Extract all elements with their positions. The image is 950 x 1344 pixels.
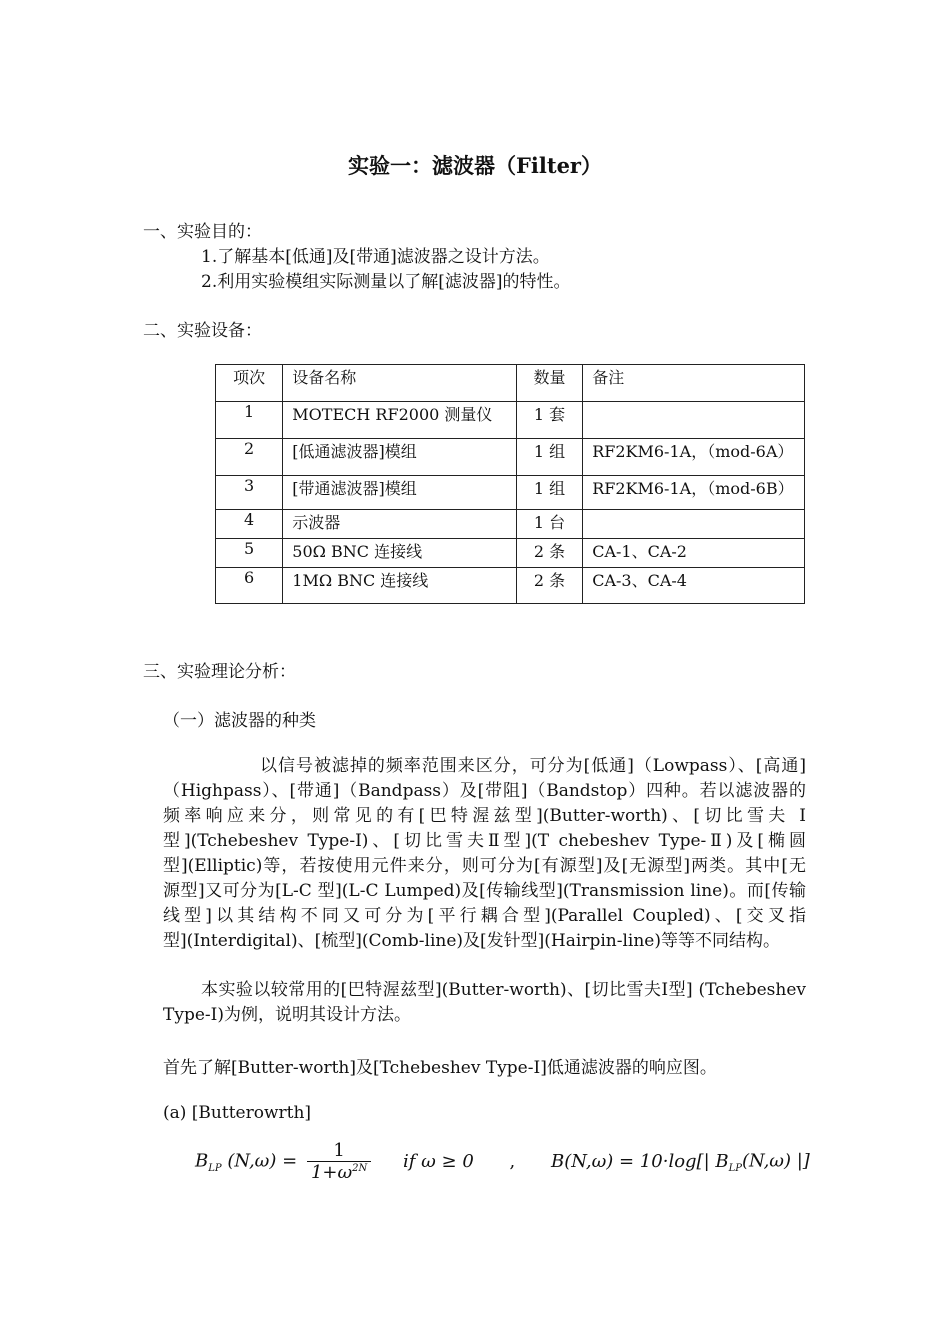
formula-rhs-sub: LP	[728, 1163, 742, 1175]
formula-lhs-sub: LP	[208, 1163, 222, 1175]
formula-separator: ,	[509, 1150, 516, 1172]
table-row	[216, 476, 805, 510]
paragraph-response-intro: 首先了解[Butter-worth]及[Tchebeshev Type-I]低通滤波器的响应图。	[163, 1058, 717, 1078]
table-row	[216, 510, 805, 539]
cell-remarks: RF2KM6-1A，（mod-6A）	[583, 439, 805, 476]
cell-quantity: 1 组	[516, 439, 582, 476]
paragraph-method	[163, 978, 806, 1028]
cell-remarks: CA-1、CA-2	[583, 539, 805, 568]
formula-denominator	[307, 1162, 371, 1183]
cell-quantity: 1 台	[516, 510, 582, 539]
cell-equipment-name: 示波器	[283, 510, 517, 539]
cell-remarks	[583, 402, 805, 439]
formula-rhs: B(N,ω) = 10·log[| B	[551, 1150, 729, 1172]
cell-equipment-name: [带通滤波器]模组	[283, 476, 517, 510]
paragraph-line: 线型]以其结构不同又可分为[平行耦合型](Parallel Coupled)、[交叉指	[163, 906, 806, 926]
equipment-table	[215, 364, 805, 604]
formula-den-base: 1+ω	[310, 1162, 353, 1183]
paragraph-line: 本实验以较常用的[巴特渥兹型](Butter-worth)、[切比雪夫I型] (Tchebeshev	[201, 980, 806, 1000]
cell-item-no: 2	[216, 439, 283, 476]
formula-den-sup: 2N	[352, 1163, 368, 1174]
header-quantity: 数量	[516, 365, 582, 402]
cell-equipment-name: MOTECH RF2000 测量仪	[283, 402, 517, 439]
section1-heading: 一、实验目的：	[143, 222, 262, 242]
paragraph-line: Type-I)为例，说明其设计方法。	[163, 1005, 411, 1025]
table-header-row	[216, 365, 805, 402]
formula-condition: if ω ≥ 0	[403, 1150, 474, 1172]
cell-equipment-name: 1MΩ BNC 连接线	[283, 568, 517, 604]
cell-quantity: 1 组	[516, 476, 582, 510]
cell-quantity: 1 套	[516, 402, 582, 439]
objective-item-2: 2.利用实验模组实际测量以了解[滤波器]的特性。	[201, 272, 571, 292]
cell-item-no: 6	[216, 568, 283, 604]
section2-heading: 二、实验设备：	[143, 321, 262, 341]
table-row	[216, 539, 805, 568]
cell-quantity: 2 条	[516, 539, 582, 568]
page-title: 实验一：滤波器（Filter）	[348, 153, 602, 178]
subsection-filter-types: （一）滤波器的种类	[163, 711, 316, 731]
subsection-butterworth: (a) [Butterowrth]	[163, 1103, 312, 1123]
cell-equipment-name: [低通滤波器]模组	[283, 439, 517, 476]
formula-rhs-tail: (N,ω) |]	[741, 1150, 810, 1172]
formula-lhs: B	[195, 1150, 209, 1172]
cell-item-no: 1	[216, 402, 283, 439]
cell-remarks: CA-3、CA-4	[583, 568, 805, 604]
objective-item-1: 1.了解基本[低通]及[带通]滤波器之设计方法。	[201, 247, 550, 267]
table-row	[216, 402, 805, 439]
cell-item-no: 4	[216, 510, 283, 539]
paragraph-line: 型](Tchebeshev Type-I)、[切比雪夫Ⅱ型](T chebeshev Type-Ⅱ)及[椭圆	[163, 831, 806, 851]
cell-item-no: 3	[216, 476, 283, 510]
paragraph-line: 源型]又可分为[L-C 型](L-C Lumped)及[传输线型](Transmission line)。而[传输	[163, 881, 806, 901]
formula-lhs-args: (N,ω) =	[227, 1150, 298, 1172]
paragraph-line: 以信号被滤掉的频率范围来区分，可分为[低通]（Lowpass）、[高通]	[260, 756, 806, 776]
paragraph-line: （Highpass）、[带通]（Bandpass）及[带阻]（Bandstop）四种。若以滤波器的	[163, 781, 806, 801]
table-row	[216, 568, 805, 604]
table-row	[216, 439, 805, 476]
header-equipment-name: 设备名称	[283, 365, 517, 402]
butterworth-formula	[195, 1140, 810, 1183]
paragraph-filter-types	[163, 754, 806, 954]
cell-item-no: 5	[216, 539, 283, 568]
paragraph-line: 型](Interdigital)、[梳型](Comb-line)及[发针型](Hairpin-line)等等不同结构。	[163, 931, 780, 951]
formula-numerator: 1	[307, 1140, 371, 1162]
cell-remarks: RF2KM6-1A，（mod-6B）	[583, 476, 805, 510]
cell-remarks	[583, 510, 805, 539]
cell-equipment-name: 50Ω BNC 连接线	[283, 539, 517, 568]
header-item-no: 项次	[216, 365, 283, 402]
section3-heading: 三、实验理论分析：	[143, 662, 296, 682]
paragraph-line: 型](Elliptic)等，若按使用元件来分，则可分为[有源型]及[无源型]两类。其中[无	[163, 856, 806, 876]
header-remarks: 备注	[583, 365, 805, 402]
paragraph-line: 频率响应来分，则常见的有[巴特渥兹型](Butter-worth)、[切比雪夫 I	[163, 806, 806, 826]
cell-quantity: 2 条	[516, 568, 582, 604]
formula-fraction	[307, 1140, 371, 1183]
